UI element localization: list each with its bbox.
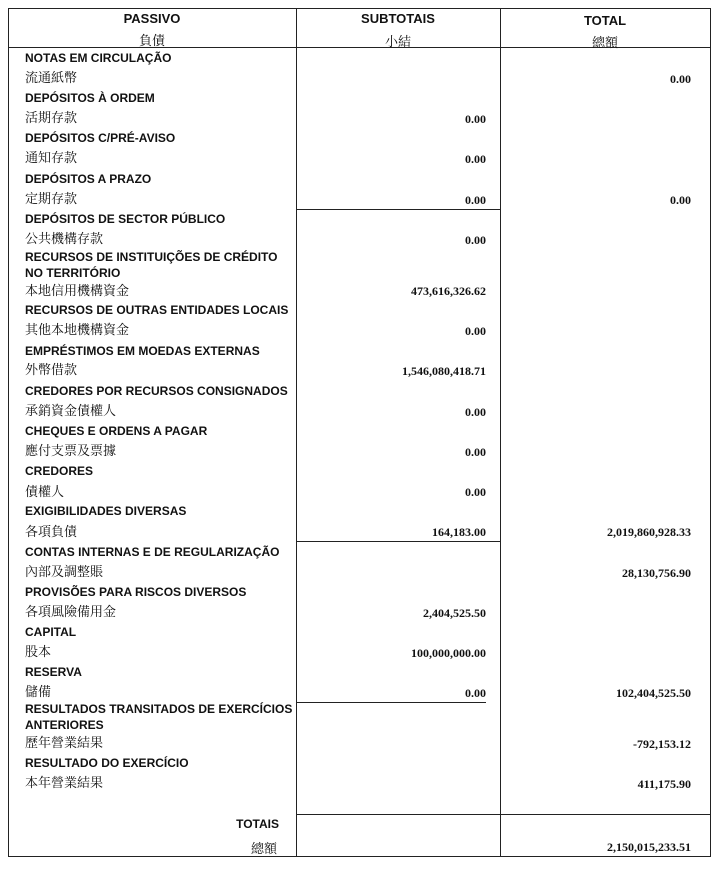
row-section: DEPÓSITOS À ORDEM (25, 91, 155, 105)
row-label: 債權人 (25, 484, 65, 499)
row-section: CHEQUES E ORDENS A PAGAR (25, 424, 208, 438)
row-subtotal: 0.00 (465, 485, 486, 499)
row-total: 102,404,525.50 (616, 686, 691, 700)
row-label: 外幣借款 (25, 362, 78, 377)
column-divider-1 (296, 8, 297, 857)
row-section: EXIGIBILIDADES DIVERSAS (25, 504, 187, 518)
frame-left (8, 8, 9, 857)
row-total: 0.00 (670, 72, 691, 86)
row-section: RECURSOS DE INSTITUIÇÕES DE CRÉDITO NO TERRITÓRIO (25, 250, 278, 280)
row-label: 應付支票及票據 (25, 443, 117, 458)
row-label: 定期存款 (25, 191, 78, 206)
row-label: 內部及調整賬 (25, 564, 104, 579)
row-label: 流通紙幣 (25, 70, 78, 85)
row-section: RESULTADO DO EXERCÍCIO (25, 756, 189, 770)
row-label: 本年營業結果 (25, 775, 104, 790)
header-passivo-zh: 負債 (138, 33, 165, 48)
frame-top (8, 8, 711, 9)
row-label: 活期存款 (25, 110, 78, 125)
row-label: 其他本地機構資金 (25, 322, 130, 337)
header-total-zh: 總額 (591, 35, 618, 50)
row-subtotal: 164,183.00 (432, 525, 486, 539)
header-passivo: PASSIVO (123, 11, 181, 26)
totals-label: TOTAIS (236, 817, 279, 831)
row-section: RESULTADOS TRANSITADOS DE EXERCÍCIOS ANTERIORES (25, 702, 293, 732)
column-divider-2 (500, 8, 501, 857)
header-subtotais-zh: 小結 (384, 34, 411, 49)
row-subtotal: 0.00 (465, 193, 486, 207)
row-subtotal: 2,404,525.50 (423, 606, 486, 620)
grand-total: 2,150,015,233.51 (607, 840, 691, 854)
row-subtotal: 0.00 (465, 405, 486, 419)
row-section: RESERVA (25, 665, 82, 679)
row-section: RECURSOS DE OUTRAS ENTIDADES LOCAIS (25, 303, 289, 317)
row-subtotal: 0.00 (465, 324, 486, 338)
row-section: EMPRÉSTIMOS EM MOEDAS EXTERNAS (25, 344, 260, 358)
row-section: PROVISÕES PARA RISCOS DIVERSOS (25, 585, 247, 599)
row-total: 2,019,860,928.33 (607, 525, 691, 539)
row-total: 28,130,756.90 (622, 566, 691, 580)
row-subtotal: 100,000,000.00 (411, 646, 486, 660)
subtotal-rule (296, 702, 486, 703)
row-subtotal: 0.00 (465, 112, 486, 126)
row-total: 411,175.90 (637, 777, 691, 791)
row-label: 各項風險備用金 (25, 604, 117, 619)
row-subtotal: 0.00 (465, 686, 486, 700)
row-subtotal: 0.00 (465, 445, 486, 459)
row-section: DEPÓSITOS C/PRÉ-AVISO (25, 131, 176, 145)
row-section: DEPÓSITOS A PRAZO (25, 172, 152, 186)
row-subtotal: 0.00 (465, 233, 486, 247)
row-section: DEPÓSITOS DE SECTOR PÚBLICO (25, 212, 226, 226)
row-total: 0.00 (670, 193, 691, 207)
row-label: 本地信用機構資金 (25, 283, 130, 298)
subtotal-rule (296, 209, 500, 210)
row-section: CONTAS INTERNAS E DE REGULARIZAÇÃO (25, 545, 280, 559)
row-subtotal: 473,616,326.62 (411, 284, 486, 298)
row-total: -792,153.12 (633, 737, 691, 751)
row-label: 承銷資金債權人 (25, 403, 117, 418)
totals-top-rule (296, 814, 711, 815)
totals-label-zh: 總額 (250, 841, 277, 856)
header-total: TOTAL (583, 13, 627, 28)
header-subtotais: SUBTOTAIS (361, 11, 435, 26)
row-label: 股本 (25, 644, 52, 659)
row-section: CREDORES POR RECURSOS CONSIGNADOS (25, 384, 288, 398)
row-section: CAPITAL (25, 625, 77, 639)
row-label: 公共機構存款 (25, 231, 104, 246)
row-label: 歷年營業結果 (25, 735, 104, 750)
row-subtotal: 0.00 (465, 152, 486, 166)
row-label: 儲備 (25, 684, 52, 699)
row-subtotal: 1,546,080,418.71 (402, 364, 486, 378)
row-section: NOTAS EM CIRCULAÇÃO (25, 51, 172, 65)
frame-right (710, 8, 711, 857)
row-label: 各項負債 (25, 524, 78, 539)
row-label: 通知存款 (25, 150, 78, 165)
row-section: CREDORES (25, 464, 94, 478)
subtotal-rule (296, 541, 500, 542)
